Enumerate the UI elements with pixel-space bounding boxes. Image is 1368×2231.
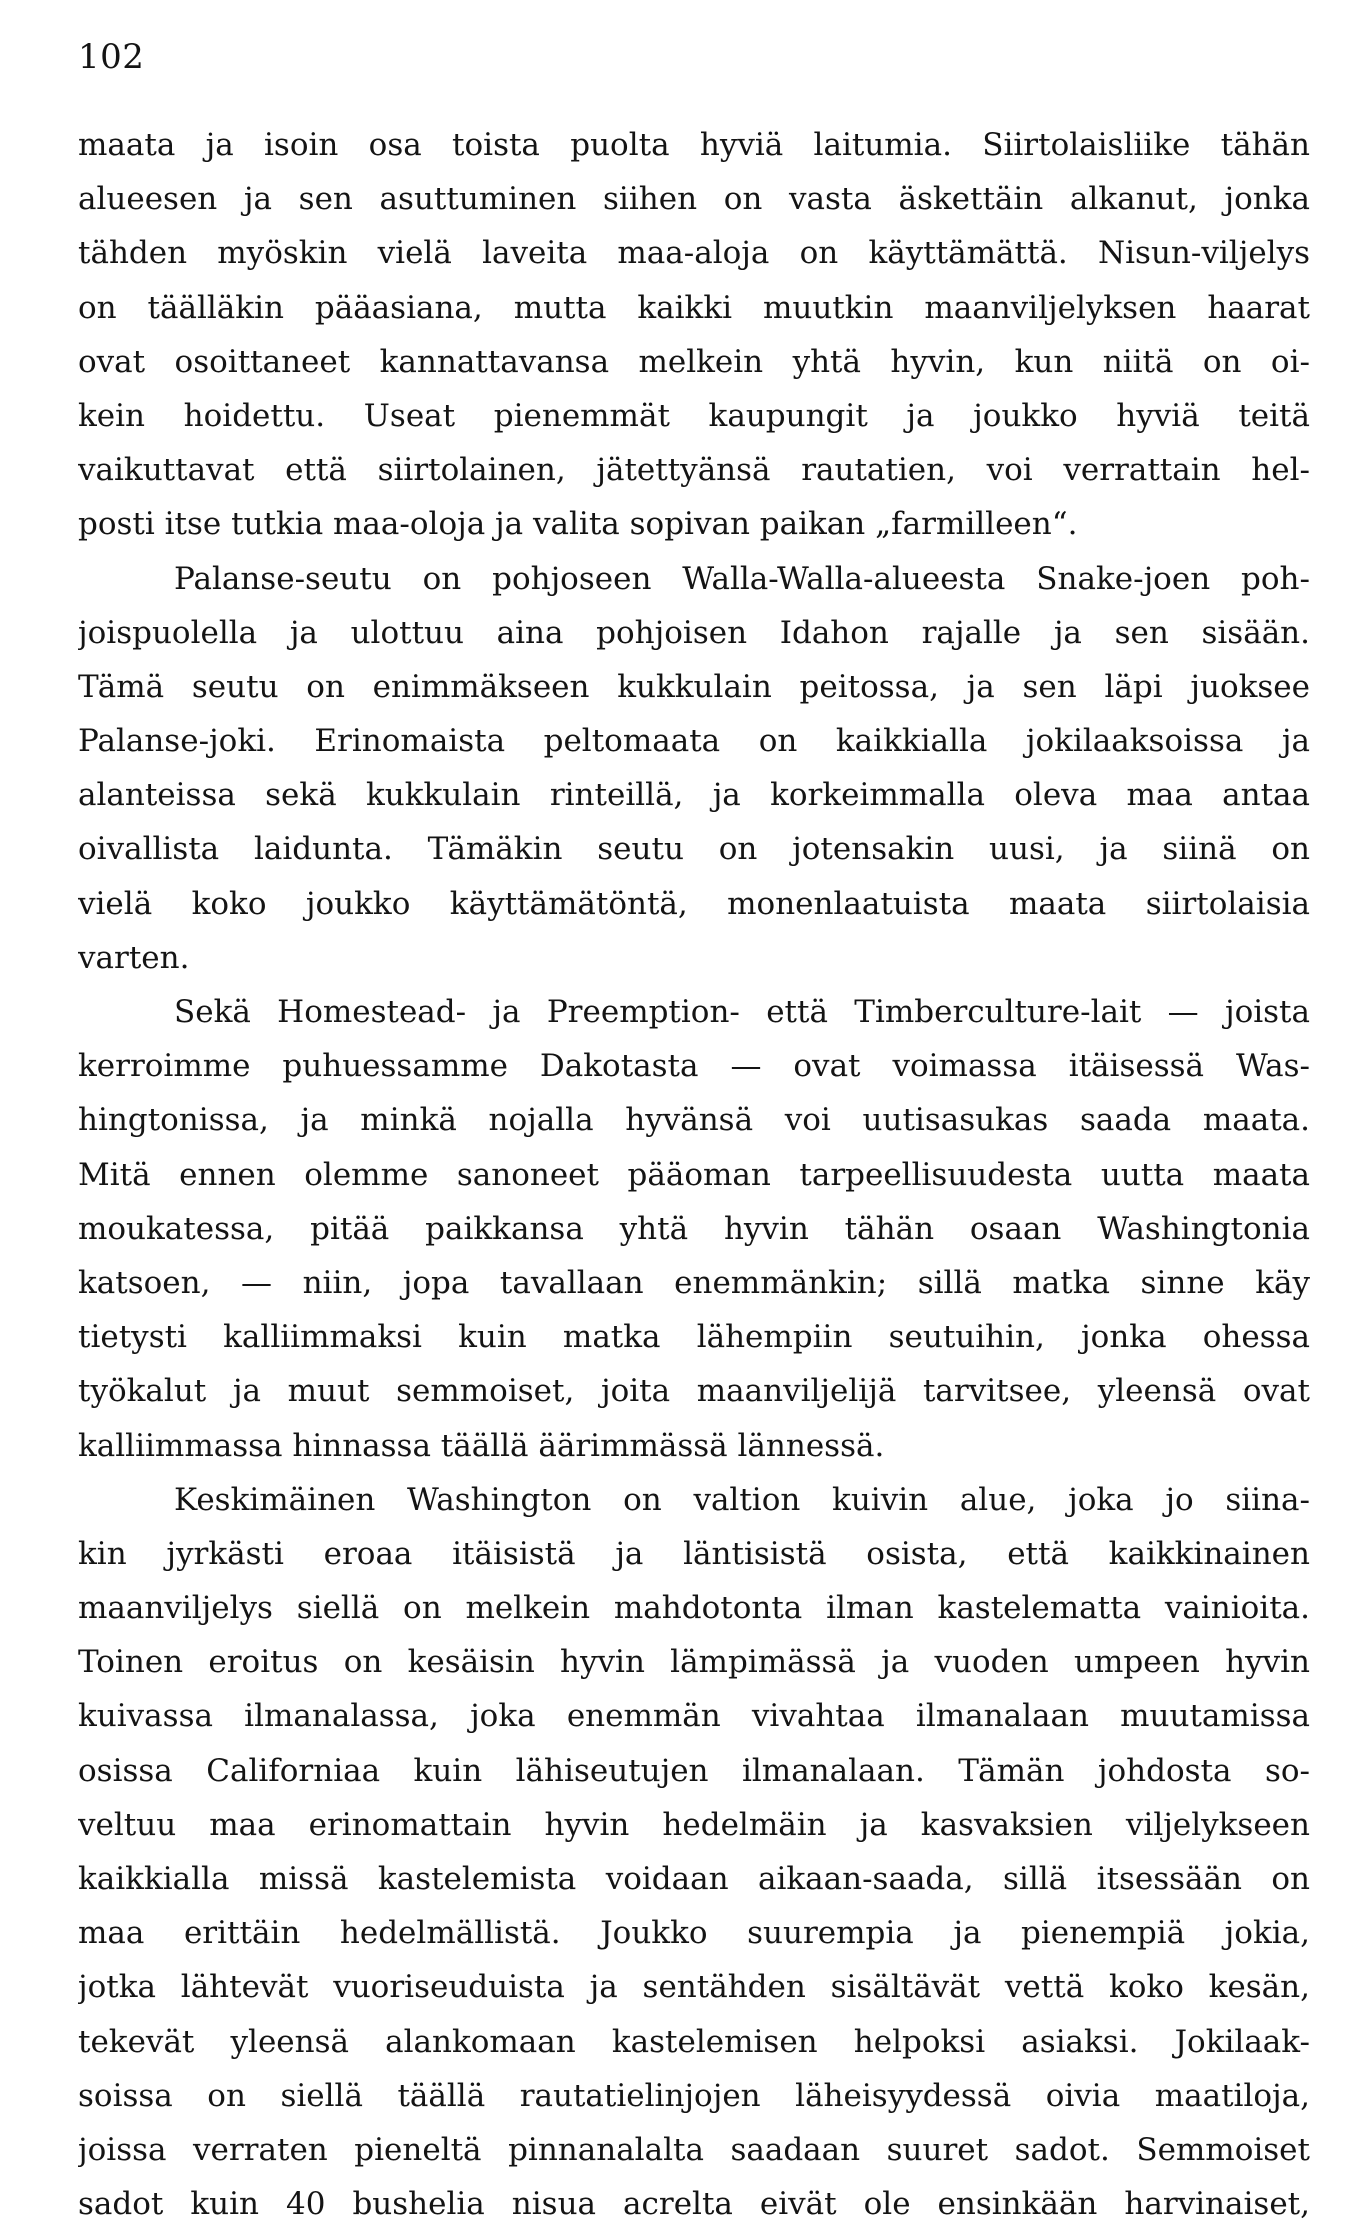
text-line: moukatessa, pitää paikkansa yhtä hyvin tähän osaan Washingtonia xyxy=(78,1210,1310,1247)
page-number: 102 xyxy=(78,37,145,77)
text-line: veltuu maa erinomattain hyvin hedelmäin ja kasvaksien viljelykseen xyxy=(78,1806,1310,1843)
paragraph-first-line: Palanse-seutu on pohjoseen Walla-Walla-alueesta Snake-joen poh- xyxy=(174,560,1310,597)
text-line: maata ja isoin osa toista puolta hyviä laitumia. Siirtolaisliike tähän xyxy=(78,127,1310,163)
paragraph-first-line: Sekä Homestead- ja Preemption- että Timberculture-lait — joista xyxy=(174,994,1310,1030)
text-line: kerroimme puhuessamme Dakotasta — ovat voimassa itäisessä Was- xyxy=(78,1048,1310,1085)
text-line: oivallista laidunta. Tämäkin seutu on jotensakin uusi, ja siinä on xyxy=(78,831,1310,868)
text-line: tekevät yleensä alankomaan kastelemisen helpoksi asiaksi. Jokilaak- xyxy=(78,2023,1310,2060)
text-line: tietysti kalliimmaksi kuin matka lähempiin seutuihin, jonka ohessa xyxy=(78,1319,1310,1356)
text-line: kalliimmassa hinnassa täällä äärimmässä lännessä. xyxy=(78,1427,885,1464)
text-line: joispuolella ja ulottuu aina pohjoisen Idahon rajalle ja sen sisään. xyxy=(78,614,1310,651)
text-line: posti itse tutkia maa-oloja ja valita sopivan paikan „farmilleen“. xyxy=(78,506,1078,543)
text-line: Mitä ennen olemme sanoneet pääoman tarpeellisuudesta uutta maata xyxy=(78,1156,1310,1193)
text-line: Palanse-joki. Erinomaista peltomaata on kaikkialla jokilaaksoissa ja xyxy=(78,723,1310,760)
text-line: kuivassa ilmanalassa, joka enemmän vivahtaa ilmanalaan muutamissa xyxy=(78,1698,1310,1735)
text-line: vielä koko joukko käyttämätöntä, monenlaatuista maata siirtolaisia xyxy=(78,885,1310,922)
text-line: vaikuttavat että siirtolainen, jätettyänsä rautatien, voi verrattain hel- xyxy=(78,452,1310,489)
text-line: osissa Californiaa kuin lähiseutujen ilmanalaan. Tämän johdosta so- xyxy=(78,1752,1310,1789)
text-line: kein hoidettu. Useat pienemmät kaupungit ja joukko hyviä teitä xyxy=(78,397,1310,434)
text-line: hingtonissa, ja minkä nojalla hyvänsä voi uutisasukas saada maata. xyxy=(78,1102,1310,1139)
text-line: kin jyrkästi eroaa itäisistä ja läntisistä osista, että kaikkinainen xyxy=(78,1535,1310,1572)
paragraph-first-line: Keskimäinen Washington on valtion kuivin alue, joka jo siina- xyxy=(174,1481,1310,1518)
text-line: Toinen eroitus on kesäisin hyvin lämpimässä ja vuoden umpeen hyvin xyxy=(78,1644,1310,1681)
text-line: joissa verraten pieneltä pinnanalalta saadaan suuret sadot. Semmoiset xyxy=(78,2131,1310,2168)
text-line: katsoen, — niin, jopa tavallaan enemmänkin; sillä matka sinne käy xyxy=(78,1264,1310,1301)
text-line: työkalut ja muut semmoiset, joita maanviljelijä tarvitsee, yleensä ovat xyxy=(78,1373,1310,1410)
text-line: tähden myöskin vielä laveita maa-aloja on käyttämättä. Nisun-viljelys xyxy=(78,235,1310,272)
text-line: maa erittäin hedelmällistä. Joukko suurempia ja pienempiä jokia, xyxy=(78,1915,1310,1952)
text-line: varten. xyxy=(78,939,190,976)
text-line: alueesen ja sen asuttuminen siihen on vasta äskettäin alkanut, jonka xyxy=(78,181,1310,218)
body-text xyxy=(78,118,1310,2231)
text-line: ovat osoittaneet kannattavansa melkein yhtä hyvin, kun niitä on oi- xyxy=(78,343,1310,380)
text-line: alanteissa sekä kukkulain rinteillä, ja korkeimmalla oleva maa antaa xyxy=(78,777,1310,814)
text-line: jotka lähtevät vuoriseuduista ja sentähden sisältävät vettä koko kesän, xyxy=(78,1969,1310,2006)
text-line: soissa on siellä täällä rautatielinjojen läheisyydessä oivia maatiloja, xyxy=(78,2077,1310,2114)
text-line: on täälläkin pääasiana, mutta kaikki muutkin maanviljelyksen haarat xyxy=(78,289,1310,326)
text-line: sadot kuin 40 bushelia nisua acrelta eivät ole ensinkään harvinaiset, xyxy=(78,2186,1310,2223)
text-line: Tämä seutu on enimmäkseen kukkulain peitossa, ja sen läpi juoksee xyxy=(78,668,1310,705)
text-line: kaikkialla missä kastelemista voidaan aikaan-saada, sillä itsessään on xyxy=(78,1861,1310,1897)
text-line: maanviljelys siellä on melkein mahdotonta ilman kastelematta vainioita. xyxy=(78,1590,1310,1627)
